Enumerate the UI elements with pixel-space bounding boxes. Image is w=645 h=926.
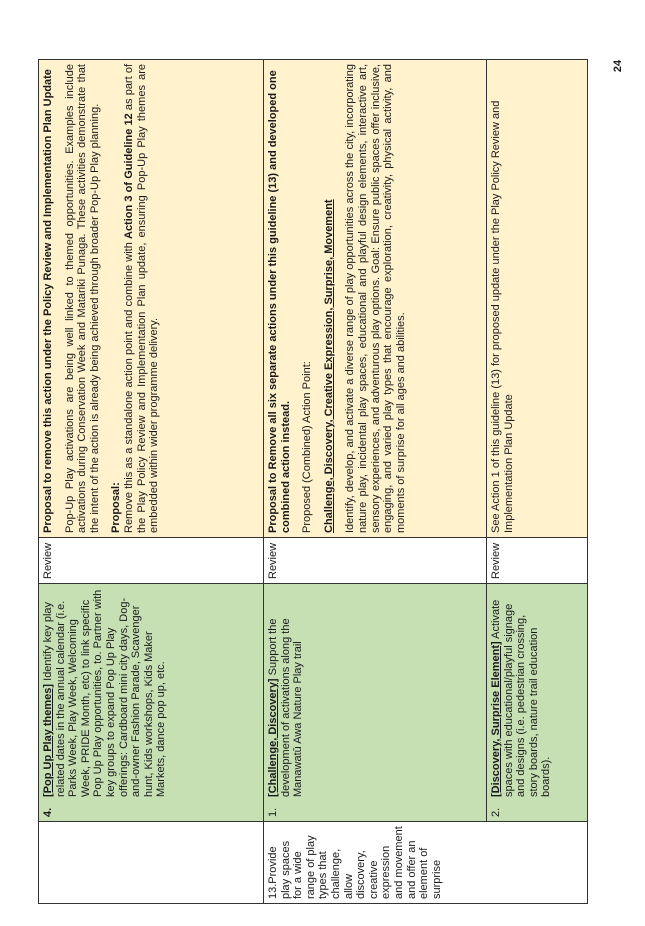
- update-paragraph: Pop-Up Play activations are being well linked to themed opportunities. Examples include activations during Conservation Week and Matariki Punaga. These activities demonstrate that the intent of the action is already being achieved through broader Pop-Up Play planning.: [63, 64, 101, 533]
- page-number: 24: [612, 59, 625, 73]
- update-heading: Proposal to remove this action under the Policy Review and Implementation Plan Update: [42, 69, 54, 533]
- combined-title: Challenge, Discovery, Creative Expression, Surprise, Movement: [322, 199, 335, 533]
- update-cell: [39, 60, 264, 538]
- action-description: Activate spaces with educational/playful signage and designs (i.e. pedestrian crossing, story boards, nature trail education boards).: [490, 599, 553, 797]
- action-number: 1.: [267, 807, 279, 817]
- action-cell: [264, 584, 487, 822]
- action-cell: [487, 584, 588, 822]
- table-row: [487, 60, 588, 904]
- update-heading: Proposal to Remove all six separate actions under this guideline (13) and developed one combined action instead.: [267, 70, 292, 533]
- proposal-text-pre: Remove this as a standalone action point and combine with: [122, 239, 135, 533]
- action-tag: [Challenge, Discovery]: [267, 678, 279, 797]
- action-text: [267, 588, 305, 797]
- proposal-text: [123, 64, 161, 533]
- rotated-table-container: [38, 59, 588, 904]
- goal-cell: [39, 822, 264, 904]
- update-cell: See Action 1 of this guideline (13) for proposed update under the Play Policy Review and Implementation Plan Update: [487, 60, 588, 538]
- status-cell: Review: [264, 538, 487, 584]
- action-number: 4.: [42, 807, 54, 817]
- implementation-table: [38, 59, 588, 904]
- table-row: [264, 60, 487, 904]
- action-description: Identify key play related dates in the annual calendar (i.e. Parks Week, Play Week, Welcoming Week, PRIDE Month, etc) to link specific Pop Up Play opportunities, to. Partner with key groups to expand Pop Up Play offerings: Cardboard mini city days, Dog-and-owner Fashion Parade, Scavenger hunt, Kids workshops, Kids Maker Markets, dance pop up, etc.: [42, 589, 168, 797]
- status-cell: Review: [487, 538, 588, 584]
- action-description: Support the development of activations along the Manawatū Awa Nature Play trail: [267, 618, 305, 797]
- action-text: [490, 588, 553, 797]
- proposal-text-post: as part of the Play Policy Review and Implementation Plan update, ensuring Pop-Up Play themes are embedded within wider programme delivery.: [122, 64, 161, 533]
- proposed-line: Proposed (Combined) Action Point:: [301, 361, 314, 533]
- proposal-label: Proposal:: [110, 482, 123, 533]
- action-text: [42, 588, 168, 797]
- goal-cell: 13.Provide play spaces for a wide range of play types that challenge, allow discovery, creative expression and movement and offer an element of surprise: [264, 822, 588, 904]
- proposal-text-bold: Action 3 of Guideline 12: [122, 113, 135, 239]
- update-cell: [264, 60, 487, 538]
- action-tag: [Pop Up Play themes]: [42, 683, 54, 797]
- action-cell: [39, 584, 264, 822]
- table-row: [39, 60, 264, 904]
- action-tag: [Discovery, Surprise Element]: [490, 641, 502, 797]
- status-cell: Review: [39, 538, 264, 584]
- action-number: 2.: [490, 807, 502, 817]
- combined-text: Identify, develop, and activate a diverse range of play opportunities across the city, incorporating nature play, incidental play spaces, educational and playful design elements, interactive art, sensory experiences, and adventurous play options. Goal: Ensure public spaces offer inclusive, engaging, and varied play types that encourage exploration, creativity, physical activity, and moments of surprise for all ages and abilities.: [344, 64, 407, 533]
